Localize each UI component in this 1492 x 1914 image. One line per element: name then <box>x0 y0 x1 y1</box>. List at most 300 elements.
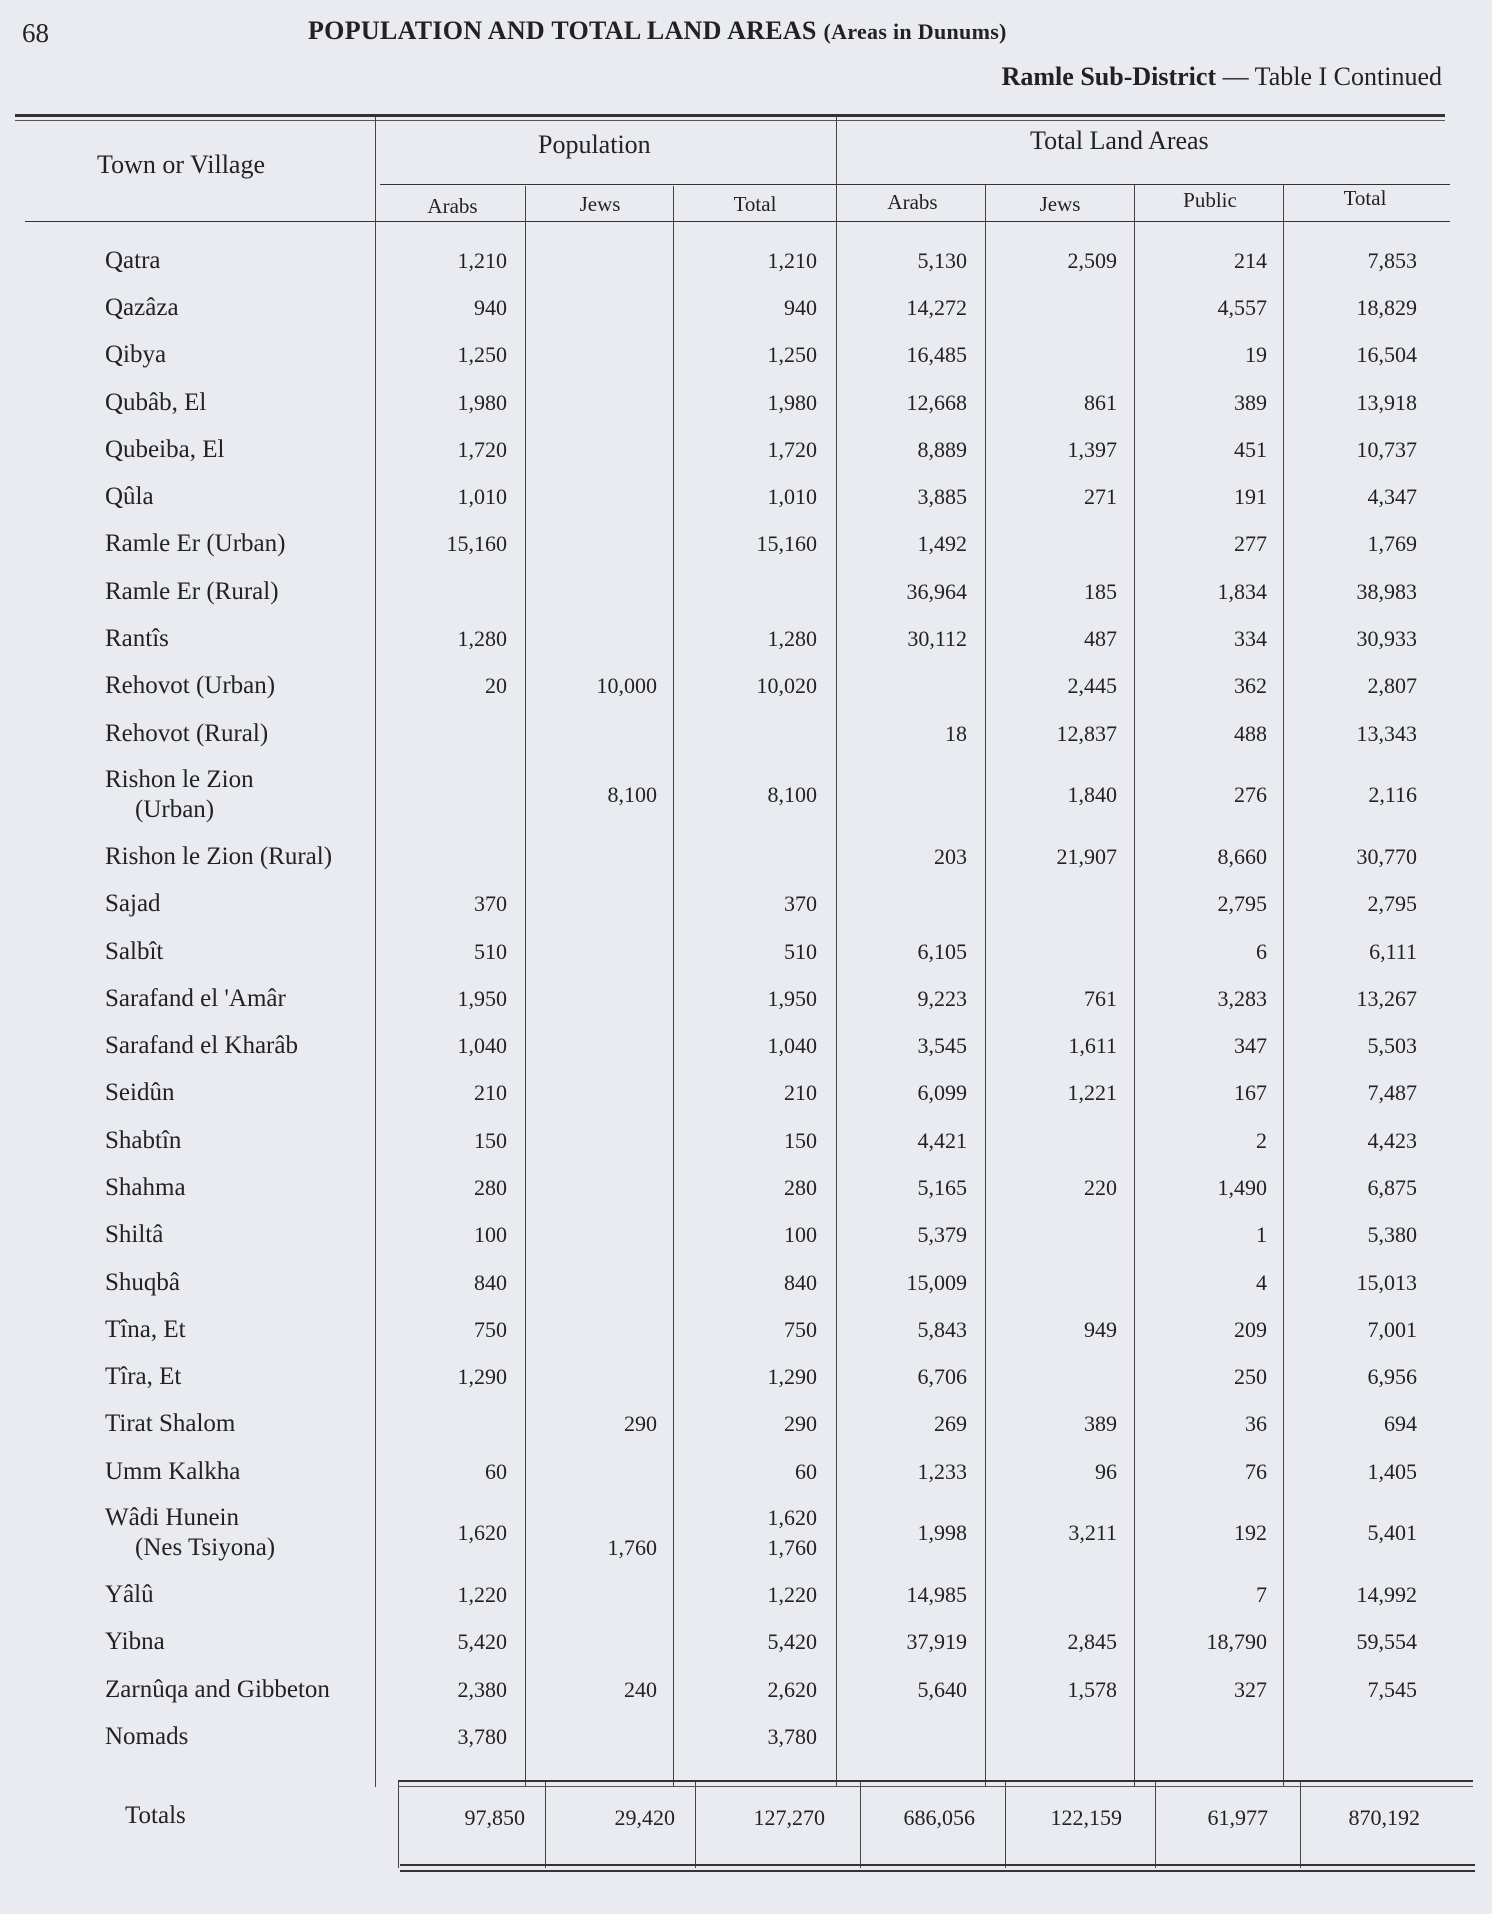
table-row <box>95 833 1445 880</box>
town-name: Shahma <box>105 1173 186 1201</box>
cell-pop-total: 1,280 <box>767 626 817 652</box>
table-row <box>95 881 1445 928</box>
cell-land-jews: 1,840 <box>1067 782 1117 808</box>
cell-land-total: 15,013 <box>1356 1269 1417 1295</box>
table-row <box>95 757 1445 833</box>
col-land-total: Total <box>1343 186 1387 210</box>
cell-land-public: 8,660 <box>1217 843 1267 869</box>
total-pop-jews: 29,420 <box>614 1805 675 1830</box>
cell-land-arabs: 3,545 <box>917 1033 967 1059</box>
cell-pop-jews <box>535 1354 685 1401</box>
cell-pop-total: 840 <box>784 1269 817 1295</box>
cell-pop-jews <box>535 1619 685 1666</box>
cell-pop-total: 1,980 <box>767 389 817 415</box>
table-row <box>95 1117 1445 1164</box>
cell-pop-jews <box>535 332 685 379</box>
cell-land-public: 276 <box>1234 782 1267 808</box>
cell-land-public: 7 <box>1256 1582 1267 1608</box>
town-name: Qubâb, El <box>105 388 207 416</box>
cell-land-arabs: 14,985 <box>906 1582 967 1608</box>
cell-pop-arabs: 5,420 <box>457 1629 507 1655</box>
cell-pop-jews <box>535 1117 685 1164</box>
table-row <box>95 473 1445 520</box>
cell-pop-jews <box>535 1212 685 1259</box>
cell-pop-jews <box>535 1259 685 1306</box>
cell-pop-total: 2,620 <box>767 1676 817 1702</box>
cell-land-total <box>1295 1713 1445 1760</box>
cell-land-jews <box>995 1571 1145 1618</box>
header-land-areas: Total Land Areas <box>1030 126 1209 155</box>
cell-land-total: 13,918 <box>1356 389 1417 415</box>
town-name: Qibya <box>105 341 167 369</box>
cell-land-jews: 761 <box>1084 985 1117 1011</box>
cell-pop-total: 8,100 <box>767 782 817 808</box>
cell-pop-total: 100 <box>784 1222 817 1248</box>
cell-pop-arabs: 60 <box>485 1458 507 1484</box>
table-row <box>95 1212 1445 1259</box>
cell-land-total: 7,487 <box>1367 1080 1417 1106</box>
cell-land-jews <box>995 284 1145 331</box>
cell-pop-arabs: 2,380 <box>457 1676 507 1702</box>
cell-pop-jews <box>535 521 685 568</box>
cell-pop-total: 1,290 <box>767 1364 817 1390</box>
cell-land-total: 10,737 <box>1356 436 1417 462</box>
cell-land-total: 38,983 <box>1356 578 1417 604</box>
cell-land-total: 2,116 <box>1368 782 1417 808</box>
col-land-jews: Jews <box>1039 192 1081 216</box>
cell-land-public: 3,283 <box>1217 985 1267 1011</box>
cell-pop-arabs: 370 <box>474 891 507 917</box>
cell-land-jews <box>995 1713 1145 1760</box>
cell-land-jews: 3,211 <box>1068 1520 1117 1546</box>
cell-pop-arabs: 1,280 <box>457 626 507 652</box>
cell-pop-total: 1,010 <box>767 484 817 510</box>
top-rule-thin <box>15 120 1445 121</box>
cell-land-arabs: 6,099 <box>917 1080 967 1106</box>
table-row <box>95 1619 1445 1666</box>
cell-pop-total <box>685 1495 845 1571</box>
cell-land-public: 4 <box>1256 1269 1267 1295</box>
cell-pop-arabs: 280 <box>474 1174 507 1200</box>
cell-pop-jews <box>535 1713 685 1760</box>
cell-land-public: 277 <box>1234 531 1267 557</box>
cell-land-jews: 185 <box>1084 578 1117 604</box>
cell-land-arabs: 5,640 <box>917 1676 967 1702</box>
table-row <box>95 928 1445 975</box>
cell-land-public: 327 <box>1234 1676 1267 1702</box>
cell-land-jews: 220 <box>1084 1174 1117 1200</box>
col-pop-jews: Jews <box>579 192 621 216</box>
cell-land-arabs: 269 <box>934 1411 967 1437</box>
cell-pop-arabs <box>405 710 535 757</box>
cell-land-arabs: 4,421 <box>917 1127 967 1153</box>
table-row <box>95 1070 1445 1117</box>
cell-pop-arabs: 1,980 <box>457 389 507 415</box>
cell-pop-total: 280 <box>784 1174 817 1200</box>
table-row <box>95 1164 1445 1211</box>
cell-pop-total: 290 <box>784 1411 817 1437</box>
town-name: Qazâza <box>105 293 179 321</box>
cell-land-arabs: 1,998 <box>917 1520 967 1546</box>
cell-pop-arabs: 15,160 <box>446 531 507 557</box>
town-name: Yibna <box>105 1628 165 1656</box>
cell-land-jews: 1,221 <box>1067 1080 1117 1106</box>
cell-pop-jews <box>535 1571 685 1618</box>
cell-pop-jews <box>535 710 685 757</box>
cell-pop-jews <box>535 379 685 426</box>
cell-land-total: 7,853 <box>1367 247 1417 273</box>
cell-pop-arabs: 1,950 <box>457 985 507 1011</box>
cell-land-total: 5,401 <box>1367 1520 1417 1546</box>
cell-land-jews: 12,837 <box>1056 720 1117 746</box>
cell-land-arabs: 5,843 <box>917 1316 967 1342</box>
cell-land-total: 4,423 <box>1367 1127 1417 1153</box>
cell-pop-jews <box>535 426 685 473</box>
town-name: Seidûn <box>105 1079 175 1107</box>
table-row <box>95 284 1445 331</box>
cell-land-jews: 1,578 <box>1067 1676 1117 1702</box>
cell-pop-arabs: 1,250 <box>457 342 507 368</box>
bottom-rule <box>400 1864 1475 1866</box>
cell-pop-total: 1,040 <box>767 1033 817 1059</box>
totals-rule <box>398 1780 1473 1782</box>
cell-pop-arabs <box>405 568 535 615</box>
cell-land-public: 347 <box>1234 1033 1267 1059</box>
cell-pop-arabs: 1,220 <box>457 1582 507 1608</box>
table-row <box>95 663 1445 710</box>
cell-land-public: 1 <box>1256 1222 1267 1248</box>
cell-land-public: 167 <box>1234 1080 1267 1106</box>
cell-value: 1,620 <box>767 1505 817 1531</box>
header-town: Town or Village <box>97 150 265 179</box>
cell-land-arabs: 9,223 <box>917 985 967 1011</box>
cell-pop-arabs: 1,720 <box>457 436 507 462</box>
town-name: Shabtîn <box>105 1126 182 1154</box>
town-name: Qatra <box>105 246 161 274</box>
col-land-public: Public <box>1183 188 1237 212</box>
title-sub: (Areas in Dunums) <box>823 19 1007 44</box>
town-name: Rehovot (Urban) <box>105 672 276 700</box>
cell-value: 1,760 <box>767 1535 817 1561</box>
cell-pop-arabs: 940 <box>474 294 507 320</box>
cell-pop-jews: 240 <box>624 1676 657 1702</box>
cell-land-jews: 861 <box>1084 389 1117 415</box>
cell-land-arabs <box>845 1713 995 1760</box>
cell-pop-arabs: 3,780 <box>457 1723 507 1749</box>
cell-land-public: 1,490 <box>1217 1174 1267 1200</box>
totals-rule-thin <box>398 1786 1473 1787</box>
cell-land-public: 389 <box>1234 389 1267 415</box>
cell-land-arabs: 14,272 <box>906 294 967 320</box>
town-name: Sajad <box>105 890 161 918</box>
cell-land-total: 16,504 <box>1356 342 1417 368</box>
cell-land-public: 76 <box>1245 1458 1267 1484</box>
totals-label: Totals <box>125 1802 186 1829</box>
town-name: Tirat Shalom <box>105 1410 236 1438</box>
cell-pop-jews <box>535 1022 685 1069</box>
cell-land-arabs: 6,706 <box>917 1364 967 1390</box>
cell-land-arabs: 8,889 <box>917 436 967 462</box>
page-title <box>308 16 1007 46</box>
cell-pop-jews <box>535 237 685 284</box>
town-name: Sarafand el Kharâb <box>105 1032 298 1060</box>
table-row <box>95 1571 1445 1618</box>
cell-pop-total: 210 <box>784 1080 817 1106</box>
town-name: Salbît <box>105 937 164 965</box>
cell-land-public: 18,790 <box>1206 1629 1267 1655</box>
cell-pop-total: 370 <box>784 891 817 917</box>
cell-land-total: 6,956 <box>1367 1364 1417 1390</box>
page-number: 68 <box>22 18 49 48</box>
cell-land-public: 2,795 <box>1217 891 1267 917</box>
cell-pop-total <box>685 568 845 615</box>
cell-pop-jews <box>535 975 685 1022</box>
cell-spacer <box>535 1503 657 1533</box>
table-row <box>95 1713 1445 1760</box>
table-row <box>95 521 1445 568</box>
cell-land-total: 4,347 <box>1367 484 1417 510</box>
cell-pop-total: 3,780 <box>767 1723 817 1749</box>
town-name: Nomads <box>105 1722 189 1750</box>
town-name: Tîra, Et <box>105 1363 182 1391</box>
table-row <box>95 710 1445 757</box>
cell-pop-arabs: 150 <box>474 1127 507 1153</box>
col-rule <box>695 1780 696 1868</box>
total-land-total: 870,192 <box>1348 1805 1420 1830</box>
cell-land-total: 13,267 <box>1356 985 1417 1011</box>
cell-land-public: 192 <box>1234 1520 1267 1546</box>
town-name: Qubeiba, El <box>105 435 225 463</box>
cell-land-arabs: 37,919 <box>906 1629 967 1655</box>
cell-land-arabs: 1,492 <box>917 531 967 557</box>
cell-land-jews: 1,397 <box>1067 436 1117 462</box>
data-table <box>95 237 1445 1761</box>
town-name: Shuqbâ <box>105 1268 180 1296</box>
cell-pop-total: 1,720 <box>767 436 817 462</box>
table-row <box>95 1666 1445 1713</box>
cell-pop-arabs: 1,040 <box>457 1033 507 1059</box>
cell-land-jews: 2,509 <box>1067 247 1117 273</box>
cell-land-jews: 2,445 <box>1067 673 1117 699</box>
cell-land-arabs: 203 <box>934 843 967 869</box>
cell-land-total: 1,769 <box>1367 531 1417 557</box>
table-row <box>95 1306 1445 1353</box>
cell-land-total: 2,807 <box>1367 673 1417 699</box>
bottom-rule-2 <box>400 1870 1475 1872</box>
cell-land-arabs: 30,112 <box>907 626 967 652</box>
cell-land-arabs: 18 <box>945 720 967 746</box>
table-row <box>95 615 1445 662</box>
cell-land-total: 30,933 <box>1356 626 1417 652</box>
cell-pop-arabs: 840 <box>474 1269 507 1295</box>
table-row <box>95 1259 1445 1306</box>
cell-land-jews: 271 <box>1084 484 1117 510</box>
cell-land-public: 209 <box>1234 1316 1267 1342</box>
cell-land-total: 30,770 <box>1356 843 1417 869</box>
cell-pop-jews: 8,100 <box>607 782 657 808</box>
cell-land-arabs: 3,885 <box>917 484 967 510</box>
town-name: Tîna, Et <box>105 1315 186 1343</box>
cell-pop-jews <box>535 1070 685 1117</box>
cell-land-total: 5,380 <box>1367 1222 1417 1248</box>
town-name: Shiltâ <box>105 1221 164 1249</box>
cell-land-public: 451 <box>1234 436 1267 462</box>
cell-pop-total: 940 <box>784 294 817 320</box>
cell-land-total: 6,875 <box>1367 1174 1417 1200</box>
cell-pop-total: 150 <box>784 1127 817 1153</box>
cell-pop-jews <box>535 928 685 975</box>
table-row <box>95 1448 1445 1495</box>
cell-pop-arabs <box>405 833 535 880</box>
cell-land-total: 13,343 <box>1356 720 1417 746</box>
cell-land-total: 59,554 <box>1356 1629 1417 1655</box>
cell-land-total: 694 <box>1384 1411 1417 1437</box>
subtitle-district: Ramle Sub-District <box>1001 62 1217 91</box>
cell-pop-jews <box>535 284 685 331</box>
total-land-jews: 122,159 <box>1050 1805 1122 1830</box>
header-bottom-rule <box>25 221 1450 222</box>
table-row <box>95 426 1445 473</box>
cell-pop-total: 1,950 <box>767 985 817 1011</box>
table-row <box>95 975 1445 1022</box>
cell-land-jews <box>995 1212 1145 1259</box>
cell-land-public: 250 <box>1234 1364 1267 1390</box>
cell-pop-total: 1,220 <box>767 1582 817 1608</box>
cell-land-jews: 949 <box>1084 1316 1117 1342</box>
cell-land-total: 18,829 <box>1356 294 1417 320</box>
table-row <box>95 1022 1445 1069</box>
cell-land-total: 7,545 <box>1367 1676 1417 1702</box>
cell-land-arabs: 5,165 <box>917 1174 967 1200</box>
town-name: Ramle Er (Urban) <box>105 530 286 558</box>
cell-pop-arabs: 750 <box>474 1316 507 1342</box>
header-population: Population <box>538 130 651 159</box>
cell-land-jews <box>995 521 1145 568</box>
cell-land-total: 1,405 <box>1367 1458 1417 1484</box>
table-row <box>95 1401 1445 1448</box>
col-rule <box>545 1780 546 1868</box>
col-pop-total: Total <box>733 192 777 216</box>
cell-pop-jews <box>535 568 685 615</box>
cell-pop-jews <box>535 1306 685 1353</box>
cell-pop-total: 750 <box>784 1316 817 1342</box>
town-name: Rehovot (Rural) <box>105 719 269 747</box>
town-name-line2: (Nes Tsiyona) <box>135 1534 276 1562</box>
table-row <box>95 568 1445 615</box>
town-name: Qûla <box>105 483 154 511</box>
cell-land-jews: 21,907 <box>1056 843 1117 869</box>
table-row <box>95 237 1445 284</box>
cell-pop-arabs: 20 <box>485 673 507 699</box>
subtitle-continued: — Table I Continued <box>1222 62 1442 91</box>
cell-land-total: 5,503 <box>1367 1033 1417 1059</box>
table-row <box>95 332 1445 379</box>
cell-pop-arabs: 100 <box>474 1222 507 1248</box>
cell-pop-total: 1,250 <box>767 342 817 368</box>
cell-land-arabs: 6,105 <box>917 938 967 964</box>
cell-land-public: 362 <box>1234 673 1267 699</box>
cell-pop-arabs: 210 <box>474 1080 507 1106</box>
cell-land-jews: 1,611 <box>1068 1033 1117 1059</box>
cell-land-arabs: 1,233 <box>917 1458 967 1484</box>
cell-land-total: 2,795 <box>1367 891 1417 917</box>
cell-land-jews <box>995 1117 1145 1164</box>
cell-land-public: 214 <box>1234 247 1267 273</box>
total-land-arabs: 686,056 <box>903 1805 975 1830</box>
cell-land-jews <box>995 1354 1145 1401</box>
cell-land-arabs: 15,009 <box>906 1269 967 1295</box>
cell-land-jews: 2,845 <box>1067 1629 1117 1655</box>
title-main: POPULATION AND TOTAL LAND AREAS <box>308 16 817 45</box>
top-rule <box>15 114 1445 117</box>
town-name <box>95 757 405 833</box>
town-name: Ramle Er (Rural) <box>105 577 279 605</box>
cell-pop-jews <box>535 1448 685 1495</box>
town-name <box>95 1495 405 1571</box>
cell-land-arabs <box>845 881 995 928</box>
cell-land-total: 7,001 <box>1367 1316 1417 1342</box>
cell-land-public: 191 <box>1234 484 1267 510</box>
cell-pop-total: 15,160 <box>756 531 817 557</box>
total-pop-arabs: 97,850 <box>464 1805 525 1830</box>
header-divider <box>380 184 1450 185</box>
col-pop-arabs: Arabs <box>427 194 478 218</box>
cell-pop-total: 1,210 <box>767 247 817 273</box>
cell-pop-arabs: 1,290 <box>457 1364 507 1390</box>
cell-land-jews <box>995 332 1145 379</box>
cell-land-jews: 487 <box>1084 626 1117 652</box>
cell-land-public: 1,834 <box>1217 578 1267 604</box>
cell-land-arabs <box>845 663 995 710</box>
cell-pop-arabs <box>405 1401 535 1448</box>
cell-land-arabs: 12,668 <box>906 389 967 415</box>
cell-pop-jews <box>535 473 685 520</box>
cell-land-public <box>1145 1713 1295 1760</box>
cell-land-jews <box>995 881 1145 928</box>
cell-pop-total <box>685 833 845 880</box>
col-land-arabs: Arabs <box>887 190 938 214</box>
table-subtitle <box>1002 62 1442 92</box>
cell-land-public: 2 <box>1256 1127 1267 1153</box>
cell-pop-arabs: 1,010 <box>457 484 507 510</box>
cell-land-total: 14,992 <box>1356 1582 1417 1608</box>
cell-land-jews: 389 <box>1084 1411 1117 1437</box>
cell-pop-total: 510 <box>784 938 817 964</box>
town-name: Sarafand el 'Amâr <box>105 984 286 1012</box>
total-pop-total: 127,270 <box>753 1805 825 1830</box>
cell-pop-jews: 10,000 <box>596 673 657 699</box>
cell-land-total: 6,111 <box>1369 938 1417 964</box>
cell-pop-jews <box>535 833 685 880</box>
cell-land-public: 19 <box>1245 342 1267 368</box>
table-row <box>95 379 1445 426</box>
cell-land-public: 334 <box>1234 626 1267 652</box>
col-rule <box>398 1780 399 1868</box>
cell-pop-arabs <box>405 757 535 833</box>
cell-land-public: 488 <box>1234 720 1267 746</box>
town-name-line1: Rishon le Zion <box>105 766 254 794</box>
cell-land-arabs: 16,485 <box>906 342 967 368</box>
cell-pop-arabs: 1,620 <box>457 1520 507 1546</box>
cell-value: 1,760 <box>607 1535 657 1561</box>
town-name: Yâlû <box>105 1581 154 1609</box>
cell-land-arabs: 36,964 <box>906 578 967 604</box>
cell-land-jews: 96 <box>1095 1458 1117 1484</box>
cell-land-arabs: 5,379 <box>917 1222 967 1248</box>
cell-land-jews <box>995 928 1145 975</box>
cell-land-arabs: 5,130 <box>917 247 967 273</box>
cell-pop-total: 60 <box>795 1458 817 1484</box>
